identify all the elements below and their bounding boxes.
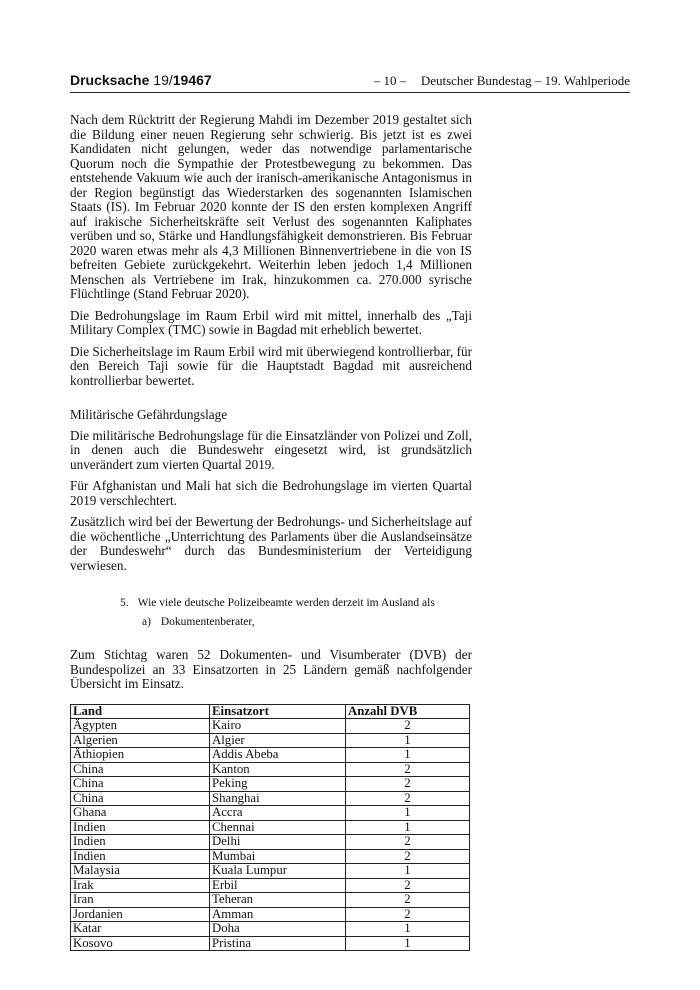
cell-land: Irak: [71, 878, 210, 893]
column-header-anzahl: Anzahl DVB: [346, 704, 470, 719]
table-row: [71, 806, 470, 821]
cell-anzahl: 2: [346, 893, 470, 908]
intro-paragraph: Nach dem Rücktritt der Regierung Mahdi im Dezember 2019 gestaltet sich die Bildung einer neuen Regierung sehr schwierig. Bis jetzt ist es zwei Kandidaten nicht gelungen, weder das notwendige parlamentarische Quorum noch die Sympathie der Protestbewegung zu bekommen. Das entstehende Vakuum wie auch der iranisch-amerikanische Antagonismus in der Region begünstigt das Wiederstarken des sogenannten Islamischen Staats (IS). Im Februar 2020 konnte der IS den ersten komplexen Angriff auf irakische Sicherheitskräfte seit Verlust des sogenannten Kaliphates verüben und so, Stärke und Handlungsfähigkeit demonstrieren. Bis Februar 2020 waren etwas mehr als 4,3 Millionen Binnenvertriebene in die von IS befreiten Gebiete zurückgekehrt. Weiterhin leben jedoch 1,4 Millionen Menschen als Vertriebene im Irak, hinzukommen ca. 270.000 syrische Flüchtlinge (Stand Februar 2020).: [70, 112, 472, 301]
table-row: [71, 748, 470, 763]
cell-land: Äthiopien: [71, 748, 210, 763]
table-header-row: [71, 704, 470, 719]
table-row: [71, 791, 470, 806]
question-sub-letter: a): [142, 616, 151, 628]
cell-anzahl: 2: [346, 791, 470, 806]
cell-einsatzort: Kairo: [210, 719, 346, 734]
question-main: [70, 597, 472, 610]
page-header: [70, 72, 630, 92]
cell-einsatzort: Mumbai: [210, 849, 346, 864]
question-text: Wie viele deutsche Polizeibeamte werden derzeit im Ausland als: [137, 597, 435, 609]
table-row: [71, 733, 470, 748]
cell-einsatzort: Accra: [210, 806, 346, 821]
cell-anzahl: 2: [346, 878, 470, 893]
cell-anzahl: 2: [346, 777, 470, 792]
dvb-table: [70, 704, 470, 952]
cell-einsatzort: Pristina: [210, 936, 346, 951]
cell-anzahl: 2: [346, 849, 470, 864]
table-row: [71, 936, 470, 951]
table-row: [71, 864, 470, 879]
cell-einsatzort: Addis Abeba: [210, 748, 346, 763]
table-row: [71, 922, 470, 937]
cell-anzahl: 2: [346, 762, 470, 777]
cell-land: Indien: [71, 849, 210, 864]
cell-einsatzort: Chennai: [210, 820, 346, 835]
intro-paragraph: Die Sicherheitslage im Raum Erbil wird mit überwiegend kontrollierbar, für den Bereich Taji sowie für die Hauptstadt Bagdad mit ausreichend kontrollierbar bewertet.: [70, 343, 472, 388]
cell-anzahl: 1: [346, 733, 470, 748]
cell-anzahl: 1: [346, 864, 470, 879]
drucksache-number-prefix: 19/: [153, 72, 173, 88]
cell-land: China: [71, 762, 210, 777]
cell-land: Kosovo: [71, 936, 210, 951]
cell-einsatzort: Teheran: [210, 893, 346, 908]
table-row: [71, 907, 470, 922]
drucksache-label: Drucksache: [70, 72, 150, 88]
cell-anzahl: 2: [346, 719, 470, 734]
cell-land: Malaysia: [71, 864, 210, 879]
cell-einsatzort: Peking: [210, 777, 346, 792]
cell-einsatzort: Doha: [210, 922, 346, 937]
column-header-land: Land: [71, 704, 210, 719]
cell-land: Indien: [71, 820, 210, 835]
cell-land: Jordanien: [71, 907, 210, 922]
cell-anzahl: 1: [346, 922, 470, 937]
table-row: [71, 820, 470, 835]
cell-einsatzort: Kuala Lumpur: [210, 864, 346, 879]
cell-land: Katar: [71, 922, 210, 937]
header-rule: [70, 92, 630, 93]
table-row: [71, 878, 470, 893]
cell-einsatzort: Erbil: [210, 878, 346, 893]
page-number: – 10 –: [373, 73, 407, 88]
cell-land: China: [71, 791, 210, 806]
cell-anzahl: 1: [346, 748, 470, 763]
cell-anzahl: 2: [346, 835, 470, 850]
cell-anzahl: 2: [346, 907, 470, 922]
military-paragraph: Die militärische Bedrohungslage für die Einsatzländer von Polizei und Zoll, in denen auch die Bundeswehr eingesetzt wird, ist grundsätzlich unverändert zum vierten Quartal 2019.: [70, 427, 472, 472]
cell-anzahl: 1: [346, 936, 470, 951]
cell-einsatzort: Amman: [210, 907, 346, 922]
table-row: [71, 893, 470, 908]
question-sub: [70, 616, 472, 629]
column-header-einsatzort: Einsatzort: [210, 704, 346, 719]
table-row: [71, 777, 470, 792]
cell-anzahl: 1: [346, 806, 470, 821]
cell-land: Iran: [71, 893, 210, 908]
cell-einsatzort: Delhi: [210, 835, 346, 850]
drucksache-number: [70, 72, 212, 88]
table-row: [71, 835, 470, 850]
section-heading: Militärische Gefährdungslage: [70, 407, 228, 422]
question-sub-text: Dokumentenberater,: [160, 616, 255, 628]
table-row: [71, 719, 470, 734]
cell-land: Indien: [71, 835, 210, 850]
question-block: [70, 597, 472, 629]
cell-land: Ägypten: [71, 719, 210, 734]
document-body: [70, 113, 472, 951]
cell-einsatzort: Kanton: [210, 762, 346, 777]
cell-land: China: [71, 777, 210, 792]
drucksache-number-main: 19467: [172, 72, 212, 88]
cell-anzahl: 1: [346, 820, 470, 835]
cell-einsatzort: Algier: [210, 733, 346, 748]
cell-land: Ghana: [71, 806, 210, 821]
publisher-label: Deutscher Bundestag – 19. Wahlperiode: [420, 73, 630, 88]
question-number: 5.: [120, 597, 129, 609]
table-row: [71, 762, 470, 777]
answer-paragraph: Zum Stichtag waren 52 Dokumenten- und Visumberater (DVB) der Bundespolizei an 33 Einsatzorten in 25 Ländern gemäß nachfolgender Übersicht im Einsatz.: [70, 647, 472, 691]
military-paragraph: Für Afghanistan und Mali hat sich die Bedrohungslage im vierten Quartal 2019 verschlechtert.: [70, 478, 472, 508]
intro-paragraph: Die Bedrohungslage im Raum Erbil wird mit mittel, innerhalb des „Taji Military Complex (TMC) sowie in Bagdad mit erheblich bewertet.: [70, 307, 472, 337]
cell-einsatzort: Shanghai: [210, 791, 346, 806]
table-row: [71, 849, 470, 864]
cell-land: Algerien: [71, 733, 210, 748]
military-paragraph: Zusätzlich wird bei der Bewertung der Bedrohungs- und Sicherheitslage auf die wöchentliche „Unterrichtung des Parlaments über die Auslandseinsätze der Bundeswehr“ durch das Bundesministerium der Verteidigung verwiesen.: [70, 514, 472, 573]
